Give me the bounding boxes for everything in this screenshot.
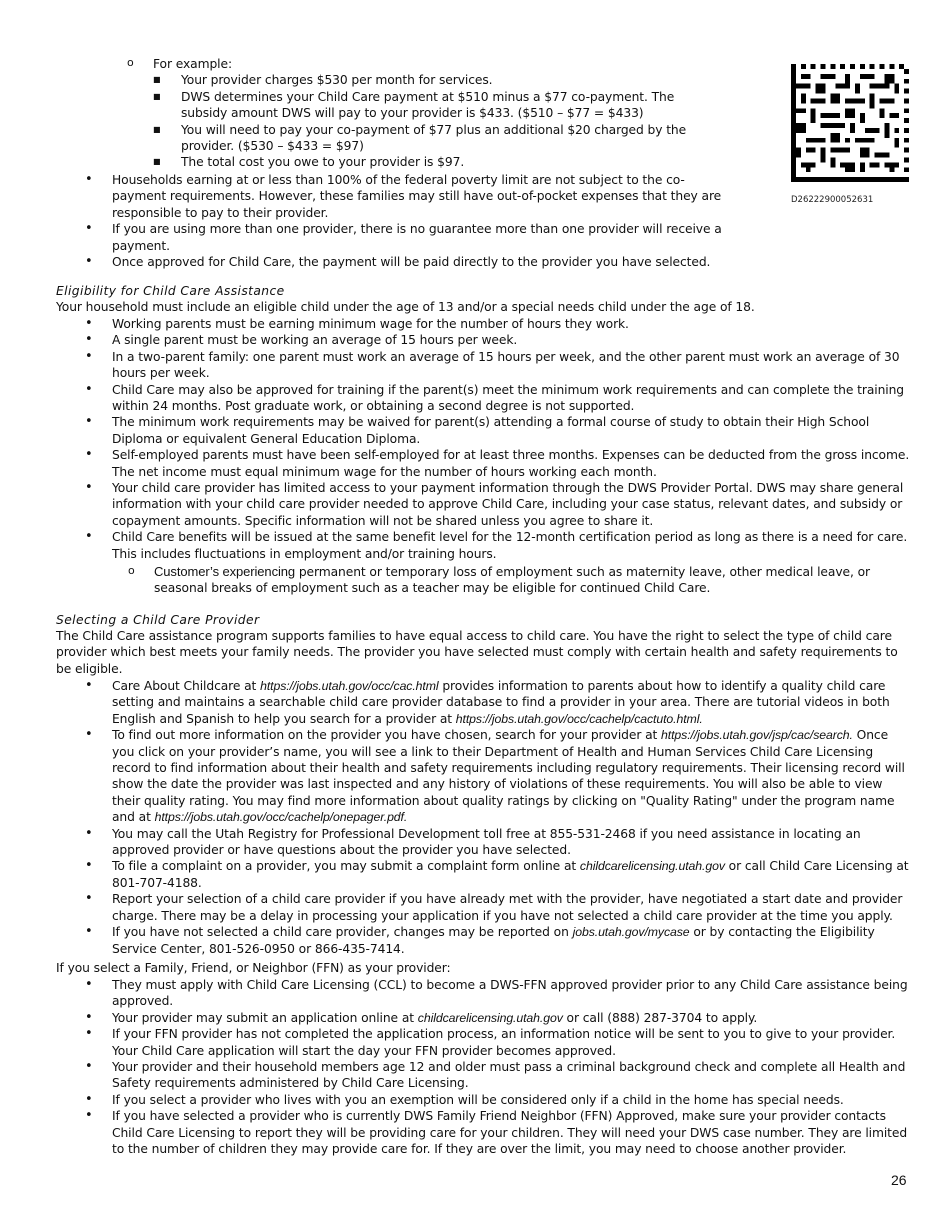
list-item: • If you select a provider who lives with you an exemption will be considered only if a child in the home has special needs. bbox=[56, 1092, 912, 1108]
list-item: • Your provider and their household members age 12 and older must pass a criminal background check and complete all Health and Safety requirements administered by Child Care Licensing. bbox=[56, 1059, 912, 1092]
example-item: ■ DWS determines your Child Care payment at $510 minus a $77 co-payment. The subsidy amount DWS will pay to your provider is $433. ($510 – $77 = $433) bbox=[153, 89, 713, 122]
text: Care About Childcare at bbox=[112, 679, 261, 693]
list-item: • In a two-parent family: one parent must work an average of 15 hours per week, and the other parent must work an average of 30 hours per week. bbox=[56, 349, 912, 382]
text: or call Child Care Licensing at 801-707-4188. bbox=[112, 859, 909, 890]
cac-tutorial-link[interactable]: https://jobs.utah.gov/occ/cachelp/cactuto.html. bbox=[455, 711, 703, 726]
list-item: • You may call the Utah Registry for Professional Development toll free at 855-531-2468 if you need assistance in locating an approved provider or have questions about the provider you have selected. bbox=[56, 826, 912, 859]
sub-item-text: permanent or temporary loss of employment such as maternity leave, other medical leave, or seasonal breaks of employment such as a teacher may be eligible for continued Child Care. bbox=[154, 565, 870, 596]
example-intro: o For example: bbox=[153, 56, 713, 72]
list-item: • If you have selected a provider who is currently DWS Family Friend Neighbor (FFN) Approved, make sure your provider contacts Child Care Licensing to report they will be providing care for your children. They will need your DWS case number. They are limited to the number of children they may provide care for. If they are over the limit, you may need to choose another provider. bbox=[56, 1108, 912, 1157]
text: To file a complaint on a provider, you may submit a complaint form online at bbox=[112, 859, 580, 874]
text: To find out more information on the provider you have chosen, search for your provider at bbox=[112, 728, 662, 743]
list-item: • Self-employed parents must have been self-employed for at least three months. Expenses can be deducted from the gross income. The net income must equal minimum wage for the number of hours working each month. bbox=[56, 447, 912, 480]
sub-list-item bbox=[56, 564, 912, 597]
list-item bbox=[56, 858, 912, 891]
ffn-list bbox=[56, 977, 912, 1157]
text: Once you click on your provider’s name, you will see a link to their Department of Health and Human Services Child Care Licensing record to find information about their health and safety requirements including regulatory requirements. Their licensing record will show the date the provider was last inspected and any history of violations of these requirements. You will also be able to view their quality rating. You may find more information about quality ratings by clicking on "Quality Rating" under the program name and at bbox=[112, 728, 905, 825]
example-items bbox=[153, 72, 713, 170]
list-item: • Once approved for Child Care, the payment will be paid directly to the provider you have selected. bbox=[56, 254, 722, 270]
list-item: • If you are using more than one provider, there is no guarantee more than one provider will receive a payment. bbox=[56, 221, 722, 254]
text: provides information to parents about how to identify a quality child care setting and maintains a searchable child care provider database to find a provider in your area. There are tutorial videos in both English and Spanish to help you search for a provider at bbox=[112, 679, 890, 726]
list-item: • Households earning at or less than 100% of the federal poverty limit are not subject to the co-payment requirements. However, these families may still have out-of-pocket expenses that they are responsible to pay to their provider. bbox=[56, 172, 722, 221]
text: or by contacting the Eligibility Service Center, 801-526-0950 or 866-435-7414. bbox=[112, 925, 875, 956]
list-item bbox=[56, 924, 912, 957]
sub-item-lead: Customer’s experiencing bbox=[154, 564, 296, 579]
selecting-heading: Selecting a Child Care Provider bbox=[56, 613, 260, 627]
list-item: • They must apply with Child Care Licensing (CCL) to become a DWS-FFN approved provider prior to any Child Care assistance being approved. bbox=[56, 977, 912, 1010]
licensing-link[interactable]: childcarelicensing.utah.gov bbox=[417, 1010, 563, 1025]
licensing-link[interactable]: childcarelicensing.utah.gov bbox=[579, 859, 725, 874]
list-item: • The minimum work requirements may be waived for parent(s) attending a formal course of study to obtain their High School Diploma or equivalent General Education Diploma. bbox=[56, 414, 912, 447]
example-block bbox=[153, 56, 713, 171]
example-item: ■ Your provider charges $530 per month for services. bbox=[153, 72, 713, 88]
list-item: • Child Care may also be approved for training if the parent(s) meet the minimum work requirements and can complete the training within 24 months. Post graduate work, or obtaining a second degree is not supported. bbox=[56, 382, 912, 415]
list-item bbox=[56, 727, 912, 825]
eligibility-heading: Eligibility for Child Care Assistance bbox=[56, 284, 285, 298]
list-item: • A single parent must be working an average of 15 hours per week. bbox=[56, 332, 912, 348]
page-number: 26 bbox=[891, 1172, 907, 1188]
eligibility-intro: Your household must include an eligible child under the age of 13 and/or a special needs child under the age of 18. bbox=[56, 300, 755, 314]
top-bullet-list bbox=[56, 172, 722, 270]
selecting-intro: The Child Care assistance program supports families to have equal access to child care. You have the right to select the type of child care provider which best meets your family needs. The provider you have selected must comply with certain health and safety requirements to be eligible. bbox=[56, 629, 898, 676]
text: or call (888) 287-3704 to apply. bbox=[562, 1010, 758, 1025]
ffn-intro: If you select a Family, Friend, or Neighbor (FFN) as your provider: bbox=[56, 961, 451, 975]
data-matrix-barcode bbox=[791, 64, 909, 182]
example-item: ■ You will need to pay your co-payment of $77 plus an additional $20 charged by the provider. ($530 – $433 = $97) bbox=[153, 122, 713, 155]
provider-search-link[interactable]: https://jobs.utah.gov/jsp/cac/search. bbox=[661, 728, 853, 743]
list-item: • Your child care provider has limited access to your payment information through the DWS Provider Portal. DWS may share general information with your child care provider needed to approve Child Care, including your case status, relevant dates, and subsidy or copayment amounts. Specific information will not be shared unless you agree to share it. bbox=[56, 480, 912, 529]
cac-link[interactable]: https://jobs.utah.gov/occ/cac.html bbox=[260, 679, 439, 693]
eligibility-sub-item bbox=[56, 564, 912, 597]
list-item bbox=[56, 1010, 912, 1026]
text: If you have not selected a child care provider, changes may be reported on bbox=[112, 925, 573, 940]
barcode-id: D26222900052631 bbox=[791, 195, 874, 205]
list-item: • Child Care benefits will be issued at the same benefit level for the 12-month certification period as long as there is a need for care. This includes fluctuations in employment and/or training hours. bbox=[56, 529, 912, 562]
example-item: ■ The total cost you owe to your provider is $97. bbox=[153, 154, 713, 170]
list-item: • Working parents must be earning minimum wage for the number of hours they work. bbox=[56, 316, 912, 332]
list-item: • Report your selection of a child care provider if you have already met with the provider, have negotiated a start date and provider charge. There may be a delay in processing your application if you have not selected a child care provider at the time you apply. bbox=[56, 891, 912, 924]
mycase-link[interactable]: jobs.utah.gov/mycase bbox=[572, 925, 690, 940]
text: Your provider may submit an application online at bbox=[112, 1010, 418, 1025]
selecting-list bbox=[56, 678, 912, 957]
list-item bbox=[56, 678, 912, 727]
eligibility-list bbox=[56, 316, 912, 562]
quality-rating-link[interactable]: https://jobs.utah.gov/occ/cachelp/onepager.pdf. bbox=[154, 810, 408, 825]
list-item: • If your FFN provider has not completed the application process, an information notice will be sent to you to give to your provider. Your Child Care application will start the day your FFN provider becomes approved. bbox=[56, 1026, 912, 1059]
